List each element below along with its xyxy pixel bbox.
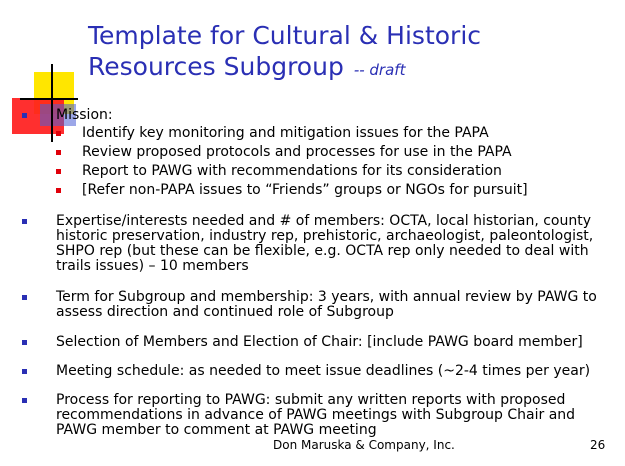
bullet-square-icon: [22, 340, 27, 345]
mission-subitem-text: Review proposed protocols and processes for use in the PAPA: [82, 144, 512, 160]
sub-bullet-square-icon: [56, 169, 61, 174]
slide-title: [88, 20, 608, 86]
footer-credit: Don Maruska & Company, Inc.: [273, 438, 455, 452]
sub-bullet-square-icon: [56, 150, 61, 155]
mission-subitem: [56, 145, 610, 160]
mission-subitem: [56, 126, 610, 141]
page-number: 26: [590, 438, 606, 452]
bullet-expertise: [20, 214, 610, 274]
bullet-meeting: [20, 364, 610, 379]
bullet-square-icon: [22, 369, 27, 374]
mission-subitem-text: Identify key monitoring and mitigation issues for the PAPA: [82, 125, 489, 141]
title-line-2: [88, 51, 608, 86]
bullet-selection: [20, 335, 610, 350]
draft-tag: -- draft: [353, 61, 406, 79]
bullet-text: Expertise/interests needed and # of members: OCTA, local historian, county historic preservation, industry rep, prehistoric, archaeologist, paleontologist, SHPO rep (but these can be flexible, e.g. OCTA rep only needed to deal with trails issues) – 10 members: [56, 213, 594, 274]
mission-label: Mission:: [56, 107, 113, 123]
mission-subitem-text: [Refer non-PAPA issues to “Friends” groups or NGOs for pursuit]: [82, 182, 528, 198]
sub-bullet-square-icon: [56, 131, 61, 136]
bullet-list: [20, 108, 610, 438]
mission-sublist: [56, 126, 610, 198]
bullet-square-icon: [22, 398, 27, 403]
title-line-2-text: Resources Subgroup: [88, 52, 344, 81]
bullet-reporting: [20, 393, 610, 438]
title-line-1: Template for Cultural & Historic: [88, 21, 482, 50]
mission-subitem: [56, 164, 610, 179]
bullet-text: Selection of Members and Election of Chair: [include PAWG board member]: [56, 334, 583, 350]
sub-bullet-square-icon: [56, 188, 61, 193]
bullet-mission: [20, 108, 610, 198]
bullet-text: Meeting schedule: as needed to meet issue deadlines (~2-4 times per year): [56, 363, 591, 379]
decorative-horizontal-line: [20, 98, 78, 100]
bullet-square-icon: [22, 295, 27, 300]
bullet-square-icon: [22, 219, 27, 224]
bullet-text: Process for reporting to PAWG: submit any written reports with proposed recommendations in advance of PAWG meetings with Subgroup Chair and PAWG member to comment at PAWG meeting: [56, 392, 576, 438]
mission-subitem-text: Report to PAWG with recommendations for its consideration: [82, 163, 502, 179]
bullet-text: Term for Subgroup and membership: 3 years, with annual review by PAWG to assess direction and continued role of Subgroup: [56, 289, 597, 320]
bullet-term: [20, 290, 610, 320]
mission-subitem: [56, 183, 610, 198]
bullet-square-icon: [22, 113, 27, 118]
